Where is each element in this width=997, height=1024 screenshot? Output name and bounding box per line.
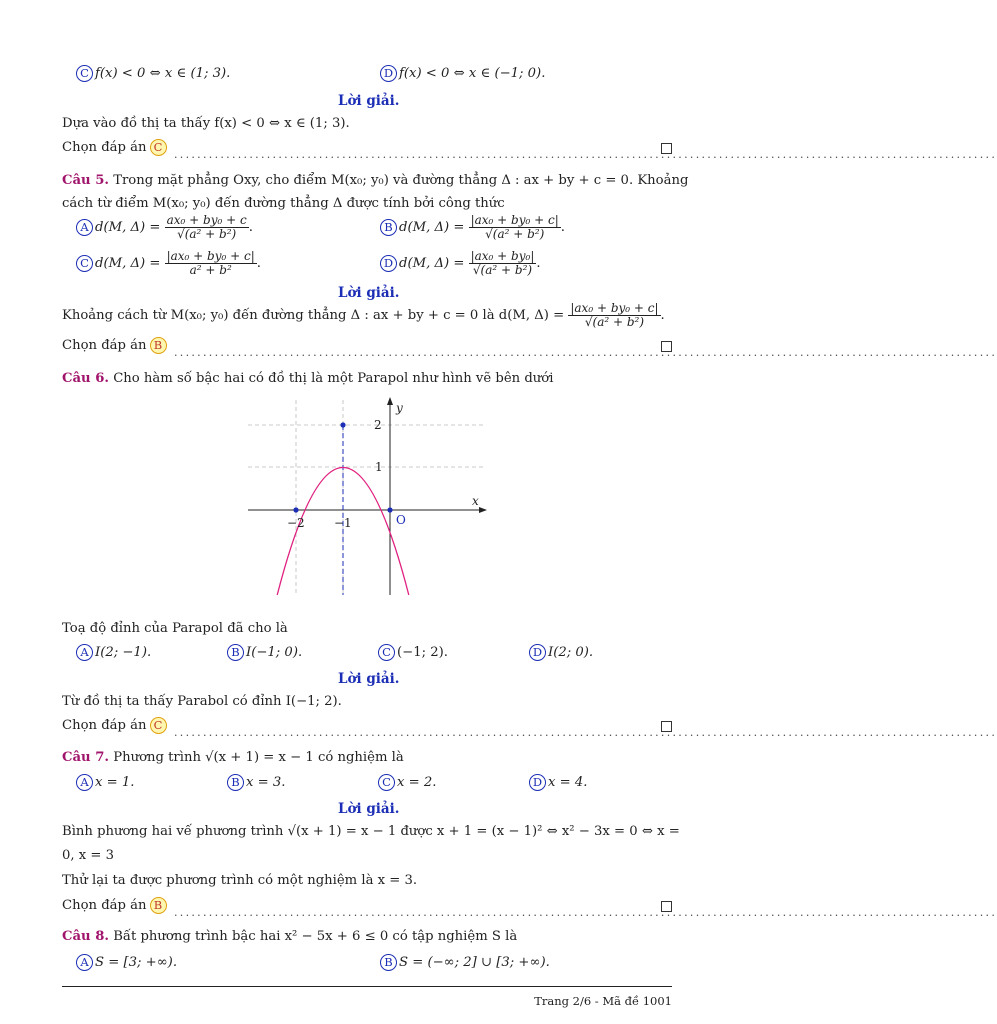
q5-solution-text: Khoảng cách từ M(x₀; y₀) đến đường thẳng Δ : ax + by + c = 0 là d(M, Δ) = bbox=[62, 308, 565, 323]
q7-option-d[interactable] bbox=[529, 774, 587, 792]
q8-b-text: S = (−∞; 2] ∪ [3; +∞). bbox=[399, 955, 550, 970]
footer-rule bbox=[62, 986, 672, 987]
root-point bbox=[293, 507, 298, 512]
option-letter-d: D bbox=[380, 255, 397, 272]
option-letter-b: B bbox=[227, 774, 244, 791]
origin-point bbox=[387, 507, 392, 512]
q5-label: Câu 5. bbox=[62, 173, 109, 188]
q7-solution-2: 0, x = 3 bbox=[62, 848, 115, 863]
q6-option-c[interactable] bbox=[378, 644, 448, 662]
tick-label-y2: 2 bbox=[374, 418, 382, 432]
numerator: |ax₀ + by₀ + c| bbox=[470, 213, 559, 227]
q5-solution: Khoảng cách từ M(x₀; y₀) đến đường thẳng Δ : ax + by + c = 0 là d(M, Δ) = $\frac{\text{|ax₀ + by₀ + c|}}{\text{√(a² + b²)}}$ . bbox=[62, 301, 665, 329]
q5-d-lhs: d(M, Δ) = bbox=[399, 256, 465, 271]
q6-d-text: I(2; 0). bbox=[548, 645, 594, 660]
q7-option-b[interactable] bbox=[227, 774, 285, 792]
q5-b-lhs: d(M, Δ) = bbox=[399, 220, 465, 235]
q8-option-a[interactable] bbox=[76, 954, 177, 972]
tick-label-xm1: −1 bbox=[334, 516, 352, 530]
choose-label: Chọn đáp án bbox=[62, 898, 147, 913]
denominator: √(a² + b²) bbox=[177, 227, 237, 241]
q7-text: Phương trình √(x + 1) = x − 1 có nghiệm là bbox=[113, 750, 404, 765]
option-letter-a: A bbox=[76, 219, 93, 236]
q6-text: Cho hàm số bậc hai có đồ thị là một Parapol như hình vẽ bên dưới bbox=[113, 371, 554, 386]
x-axis-label: x bbox=[472, 494, 479, 508]
q7-option-c[interactable] bbox=[378, 774, 436, 792]
prev-solution-text: Dựa vào đồ thị ta thấy f(x) < 0 ⇔ x ∈ (1; 3). bbox=[62, 116, 350, 131]
q7-solution-title: Lời giải. bbox=[338, 801, 400, 817]
choose-label: Chọn đáp án bbox=[62, 140, 147, 155]
q7-option-a[interactable] bbox=[76, 774, 134, 792]
prev-option-c-text: f(x) < 0 ⇔ x ∈ (1; 3). bbox=[95, 66, 231, 81]
q6-solution-title: Lời giải. bbox=[338, 671, 400, 687]
q7-a-text: x = 1. bbox=[95, 775, 135, 790]
q7-solution-3: Thử lại ta được phương trình có một nghiệm là x = 3. bbox=[62, 873, 418, 888]
q8-a-text: S = [3; +∞). bbox=[95, 955, 178, 970]
answer-badge: C bbox=[150, 139, 167, 156]
choose-label: Chọn đáp án bbox=[62, 718, 147, 733]
option-letter-c: C bbox=[76, 65, 93, 82]
choose-label: Chọn đáp án bbox=[62, 338, 147, 353]
q7-b-text: x = 3. bbox=[246, 775, 286, 790]
q5-option-a[interactable]: A d(M, Δ) = $\frac{\text{ax₀ + by₀ + c}}{\text{√(a² + b²)}}$ . bbox=[76, 214, 253, 241]
q6-option-d[interactable] bbox=[529, 644, 593, 662]
denominator: √(a² + b²) bbox=[584, 315, 645, 329]
answer-badge: B bbox=[150, 897, 167, 914]
denominator: √(a² + b²) bbox=[485, 227, 545, 241]
q5-solution-title: Lời giải. bbox=[338, 285, 400, 301]
q6-b-text: I(−1; 0). bbox=[246, 645, 303, 660]
denominator: a² + b² bbox=[189, 263, 232, 277]
option-letter-a: A bbox=[76, 774, 93, 791]
option-letter-c: C bbox=[378, 644, 395, 661]
q5-text-1: Trong mặt phẳng Oxy, cho điểm M(x₀; y₀) và đường thẳng Δ : ax + by + c = 0. Khoảng bbox=[113, 173, 689, 188]
q5-a-lhs: d(M, Δ) = bbox=[95, 220, 161, 235]
y-axis-label: y bbox=[396, 401, 403, 415]
q8-option-b[interactable] bbox=[380, 954, 550, 972]
tick-label-y1: 1 bbox=[375, 460, 383, 474]
q6-label: Câu 6. bbox=[62, 371, 109, 386]
q6-solution-text: Từ đồ thị ta thấy Parabol có đỉnh I(−1; 2). bbox=[62, 694, 342, 709]
numerator: ax₀ + by₀ + c bbox=[166, 213, 247, 227]
q7-d-text: x = 4. bbox=[548, 775, 588, 790]
tick-label-xm2: −2 bbox=[287, 516, 305, 530]
qed-box bbox=[661, 721, 672, 732]
x-axis-arrow bbox=[479, 507, 487, 513]
page-footer: Trang 2/6 - Mã đề 1001 bbox=[534, 994, 672, 1008]
q8-text: Bất phương trình bậc hai x² − 5x + 6 ≤ 0 có tập nghiệm S là bbox=[113, 929, 518, 944]
qed-box bbox=[661, 901, 672, 912]
numerator: |ax₀ + by₀ + c| bbox=[166, 249, 255, 263]
q7-label: Câu 7. bbox=[62, 750, 109, 765]
q6-answer-line: Chọn đáp án C .............................................................................................................................................. bbox=[62, 718, 997, 739]
denominator: √(a² + b²) bbox=[472, 263, 533, 277]
q7-answer-line: Chọn đáp án B .............................................................................................................................................. bbox=[62, 898, 997, 919]
vertex-point bbox=[340, 422, 345, 427]
q6-question: Toạ độ đỉnh của Parapol đã cho là bbox=[62, 621, 288, 636]
answer-badge: C bbox=[150, 717, 167, 734]
option-letter-b: B bbox=[380, 954, 397, 971]
q5-c-lhs: d(M, Δ) = bbox=[95, 256, 161, 271]
option-letter-b: B bbox=[380, 219, 397, 236]
q6-option-a[interactable] bbox=[76, 644, 151, 662]
option-letter-b: B bbox=[227, 644, 244, 661]
answer-badge: B bbox=[150, 337, 167, 354]
q6-c-text: (−1; 2). bbox=[397, 645, 448, 660]
q8-stem bbox=[62, 928, 517, 946]
q7-stem bbox=[62, 749, 404, 767]
prev-option-d-text: f(x) < 0 ⇔ x ∈ (−1; 0). bbox=[399, 66, 546, 81]
q5-option-b[interactable]: B d(M, Δ) = $\frac{\text{|ax₀ + by₀ + c|}}{\text{√(a² + b²)}}$ . bbox=[380, 214, 565, 241]
option-letter-d: D bbox=[529, 644, 546, 661]
option-letter-a: A bbox=[76, 954, 93, 971]
q5-option-d[interactable]: D d(M, Δ) = $\frac{\text{|ax₀ + by₀|}}{\text{√(a² + b²)}}$ . bbox=[380, 250, 541, 277]
option-letter-c: C bbox=[378, 774, 395, 791]
y-axis-arrow bbox=[387, 397, 393, 405]
q6-a-text: I(2; −1). bbox=[95, 645, 152, 660]
q5-option-c[interactable]: C d(M, Δ) = $\frac{\text{|ax₀ + by₀ + c|}}{\text{a² + b²}}$ . bbox=[76, 250, 261, 277]
q6-option-b[interactable] bbox=[227, 644, 302, 662]
option-letter-d: D bbox=[380, 65, 397, 82]
option-letter-c: C bbox=[76, 255, 93, 272]
q5-answer-line: Chọn đáp án B .............................................................................................................................................. bbox=[62, 338, 997, 359]
q8-label: Câu 8. bbox=[62, 929, 109, 944]
numerator: |ax₀ + by₀ + c| bbox=[570, 301, 659, 315]
q7-solution-1: Bình phương hai vế phương trình √(x + 1) = x − 1 được x + 1 = (x − 1)² ⇔ x² − 3x = 0 ⇔ x = bbox=[62, 824, 680, 839]
q5-text-2: cách từ điểm M(x₀; y₀) đến đường thẳng Δ được tính bởi công thức bbox=[62, 196, 505, 211]
q7-c-text: x = 2. bbox=[397, 775, 437, 790]
origin-label: O bbox=[396, 513, 406, 527]
prev-answer-line: Chọn đáp án C .............................................................................................................................................. bbox=[62, 140, 997, 161]
option-letter-a: A bbox=[76, 644, 93, 661]
option-letter-d: D bbox=[529, 774, 546, 791]
prev-solution-title: Lời giải. bbox=[338, 93, 400, 109]
numerator: |ax₀ + by₀| bbox=[470, 249, 535, 263]
